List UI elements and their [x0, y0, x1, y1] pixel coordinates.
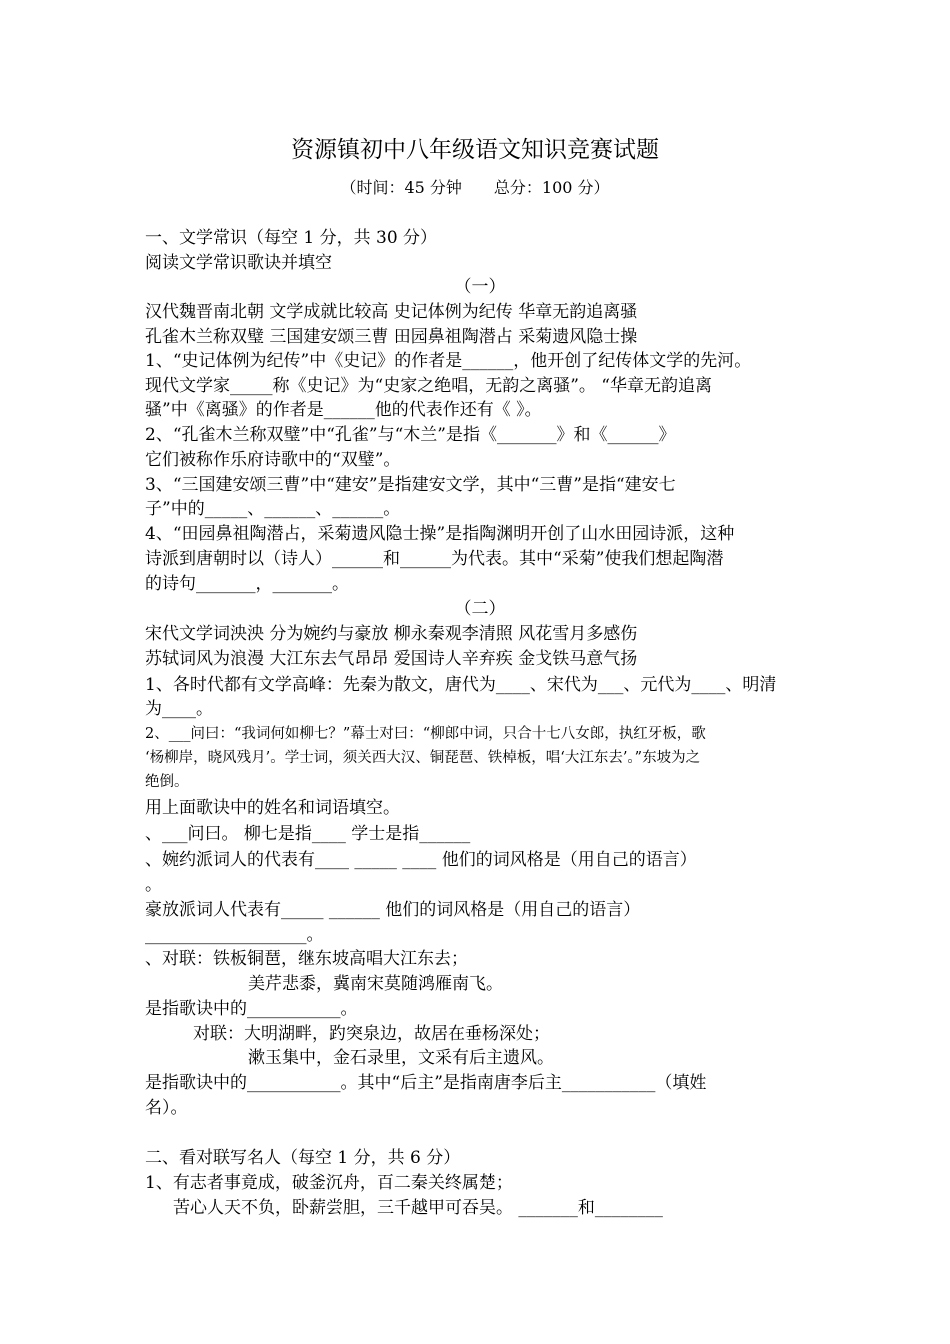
page-title: 资源镇初中八年级语文知识竞赛试题 [291, 137, 659, 163]
section-heading-1: 一、文学常识（每空 1 分，共 30 分） [145, 228, 438, 248]
question-line: 4、“田园鼻祖陶潜占，采菊遗风隐士操”是指陶渊明开创了山水田园诗派，这种 [145, 524, 735, 544]
couplet-line: 对联：大明湖畔，趵突泉边，故居在垂杨深处； [193, 1024, 550, 1044]
question-line: 是指歌诀中的___________。 [145, 999, 358, 1019]
question-line: 它们被称作乐府诗歌中的“双璧”。 [145, 450, 401, 470]
question-line: 现代文学家_____称《史记》为“史家之绝唱，无韵之离骚”。 “华章无韵追离 [145, 376, 712, 396]
couplet-line: 1、有志者事竟成，破釜沉舟，百二秦关终属楚； [145, 1173, 513, 1193]
instruction-text: 阅读文学常识歌诀并填空 [145, 253, 332, 273]
verse-line: 宋代文学词泱泱 分为婉约与豪放 柳永秦观李清照 风花雪月多感伤 [145, 624, 638, 644]
question-line: 豪放派词人代表有_____ ______ 他们的词风格是（用自己的语言） [145, 900, 641, 920]
question-line: 、___问曰。 柳七是指____ 学士是指______ [145, 824, 471, 844]
answer-blank-line: ___________________。 [145, 925, 324, 945]
question-line: 。 [145, 875, 162, 895]
section-heading-2: 二、看对联写名人（每空 1 分，共 6 分） [145, 1148, 461, 1168]
couplet-line: 、对联：铁板铜琶，继东坡高唱大江东去； [145, 949, 468, 969]
passage-line: 2、___问曰：“我词何如柳七？”幕士对曰：“柳郎中词，只合十七八女郎，执红牙板，歌 [145, 726, 706, 742]
instruction-text: 用上面歌诀中的姓名和词语填空。 [145, 798, 400, 818]
question-line: 2、“孔雀木兰称双璧”中“孔雀”与“木兰”是指《_______》和《______》 [145, 425, 676, 445]
passage-line: ‘杨柳岸，晓风残月’。学士词，须关西大汉、铜琵琶、铁棹板，唱‘大江东去’。”东坡为之 [145, 750, 701, 766]
question-line: 名）。 [145, 1098, 188, 1118]
question-line: 1、“史记体例为纪传”中《史记》的作者是______，他开创了纪传体文学的先河。 [145, 351, 752, 371]
verse-line: 汉代魏晋南北朝 文学成就比较高 史记体例为纪传 华章无韵追离骚 [145, 302, 638, 322]
couplet-line: 漱玉集中，金石录里，文采有后主遗风。 [248, 1048, 554, 1068]
verse-line: 苏轼词风为浪漫 大江东去气昂昂 爱国诗人辛弃疾 金戈铁马意气扬 [145, 649, 638, 669]
verse-line: 孔雀木兰称双璧 三国建安颂三曹 田园鼻祖陶潜占 采菊遗风隐士操 [145, 327, 638, 347]
question-line: 3、“三国建安颂三曹”中“建安”是指建安文学，其中“三曹”是指“建安七 [145, 475, 676, 495]
question-line: 为____。 [145, 699, 213, 719]
question-line: 子”中的_____、______、______。 [145, 499, 401, 519]
question-line: 、婉约派词人的代表有____ _____ ____ 他们的词风格是（用自己的语言） [145, 850, 697, 870]
question-line: 诗派到唐朝时以（诗人）______和______为代表。其中“采菊”使我们想起陶潜 [145, 549, 724, 569]
couplet-line: 美芹悲黍，冀南宋莫随鸿雁南飞。 [248, 974, 503, 994]
question-line: 1、各时代都有文学高峰：先秦为散文，唐代为____、宋代为___、元代为____、明清 [145, 675, 777, 695]
subsection-marker-2: （二） [454, 599, 506, 619]
subsection-marker-1: （一） [454, 277, 506, 297]
question-line: 是指歌诀中的___________。其中“后主”是指南唐李后主___________（填姓 [145, 1073, 707, 1093]
question-line: 骚”中《离骚》的作者是______他的代表作还有《 》。 [145, 400, 542, 420]
question-line: 的诗句_______，_______。 [145, 574, 349, 594]
couplet-line: 苦心人天不负，卧薪尝胆，三千越甲可吞吴。 _______和________ [173, 1198, 663, 1218]
page-subtitle: （时间：45 分钟 总分：100 分） [340, 178, 610, 197]
passage-line: 绝倒。 [145, 774, 189, 790]
